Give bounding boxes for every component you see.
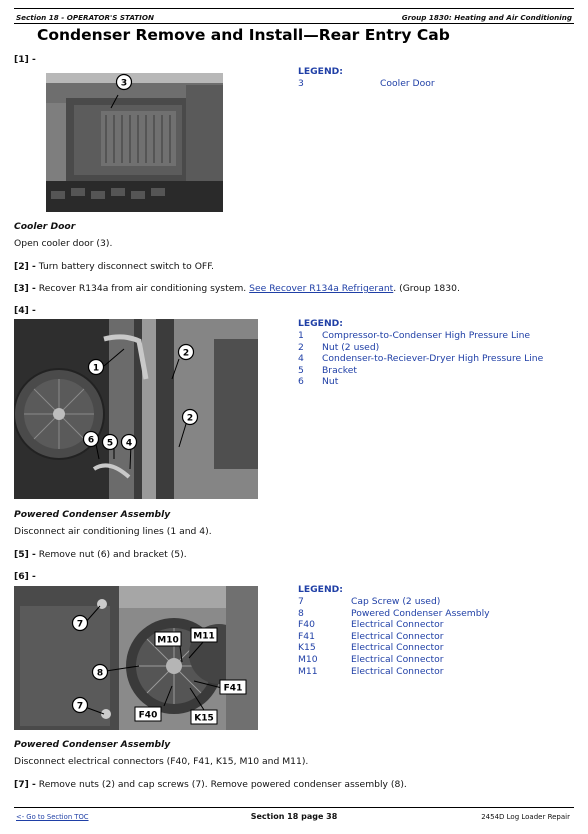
condenser-connectors-photo — [14, 586, 258, 730]
header-section: Section 18 - OPERATOR'S STATION — [16, 13, 154, 22]
step-2: [2] - Turn battery disconnect switch to OFF. — [14, 261, 214, 272]
header-bottom-rule — [14, 23, 574, 24]
callout-f40: F40 — [138, 710, 158, 721]
legend-row: 4 Condenser-to-Reciever-Dryer High Pressure Line — [298, 353, 544, 365]
callout-5: 5 — [106, 438, 114, 449]
step-5: [5] - Remove nut (6) and bracket (5). — [14, 549, 187, 560]
legend-row: M10 Electrical Connector — [298, 653, 444, 665]
legend-heading: LEGEND: — [298, 66, 343, 77]
callout-m11: M11 — [193, 631, 215, 642]
callout-1: 1 — [92, 363, 100, 374]
figure1-caption: Cooler Door — [14, 221, 76, 232]
figure2-instruction: Disconnect air conditioning lines (1 and 4). — [14, 526, 212, 537]
step-4-number: [4] - — [14, 305, 36, 316]
figure1-instruction: Open cooler door (3). — [14, 238, 113, 249]
callout-8: 8 — [96, 668, 104, 679]
callout-4: 4 — [125, 438, 133, 449]
legend-row: K15 Electrical Connector — [298, 642, 444, 654]
page-title: Condenser Remove and Install—Rear Entry Cab — [37, 26, 450, 44]
figure3-caption: Powered Condenser Assembly — [14, 739, 171, 750]
legend-row: 2 Nut (2 used) — [298, 341, 380, 353]
legend-heading: LEGEND: — [298, 318, 343, 329]
callout-7a: 7 — [76, 619, 84, 630]
step-1-number: [1] - — [14, 54, 36, 65]
legend-figure1 — [298, 66, 435, 90]
legend-row: 8 Powered Condenser Assembly — [298, 607, 490, 619]
legend-figure3 — [298, 584, 490, 677]
callout-2b: 2 — [186, 413, 194, 424]
callout-6: 6 — [87, 435, 95, 446]
step-3: [3] - Recover R134a from air conditioning system. See Recover R134a Refrigerant. (Group 1830. — [14, 283, 460, 294]
figure3-instruction: Disconnect electrical connectors (F40, F41, K15, M10 and M11). — [14, 756, 309, 767]
legend-figure2 — [298, 318, 543, 388]
manual-title: 2454D Log Loader Repair — [481, 813, 570, 821]
footer-rule — [14, 807, 574, 808]
legend-row: F41 Electrical Connector — [298, 630, 444, 642]
step-7: [7] - Remove nuts (2) and cap screws (7). Remove powered condenser assembly (8). — [14, 779, 407, 790]
cooler-door-photo — [46, 73, 223, 212]
legend-row: 6 Nut — [298, 376, 339, 388]
legend-row: M11 Electrical Connector — [298, 665, 444, 677]
section-toc-link[interactable]: <- Go to Section TOC — [16, 813, 89, 821]
header-top-rule — [14, 8, 574, 9]
callout-3: 3 — [120, 78, 128, 89]
legend-row: 3 Cooler Door — [298, 78, 435, 89]
figure2-caption: Powered Condenser Assembly — [14, 509, 171, 520]
legend-row: 1 Compressor-to-Condenser High Pressure Line — [298, 330, 531, 341]
legend-row: 7 Cap Screw (2 used) — [298, 596, 441, 607]
callout-k15: K15 — [194, 713, 214, 724]
callout-2a: 2 — [182, 348, 190, 359]
legend-heading: LEGEND: — [298, 584, 343, 595]
step-6-number: [6] - — [14, 571, 36, 582]
legend-row: F40 Electrical Connector — [298, 619, 444, 631]
header-group: Group 1830: Heating and Air Conditioning — [401, 13, 572, 22]
legend-row: 5 Bracket — [298, 364, 358, 376]
callout-m10: M10 — [157, 635, 179, 646]
condenser-lines-photo — [14, 319, 258, 499]
callout-f41: F41 — [223, 683, 243, 694]
recover-refrigerant-link[interactable]: See Recover R134a Refrigerant — [249, 283, 394, 294]
callout-7b: 7 — [76, 701, 84, 712]
page-number: Section 18 page 38 — [250, 812, 338, 821]
